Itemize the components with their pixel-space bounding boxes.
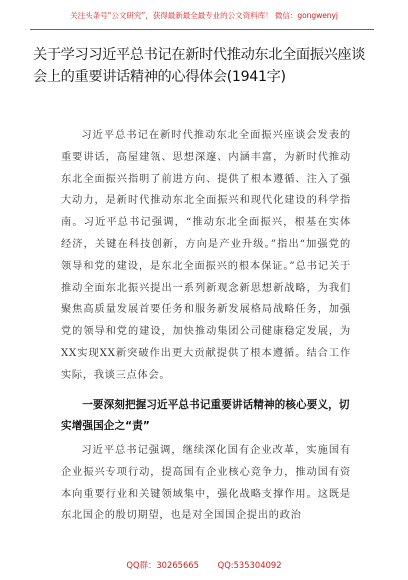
document-title: 关于学习习近平总书记在新时代推动东北全面振兴座谈会上的重要讲话精神的心得体会(1941字)	[33, 47, 366, 85]
section-heading: 一要深刻把握习近平总书记重要讲话精神的核心要义，切实增强国企之“责”	[61, 399, 350, 432]
header-divider	[30, 29, 374, 30]
header-banner: 关注头条号“公文研究”，获得最新最全最专业的公文资料库！ 微信：gongwenyj	[70, 11, 338, 20]
footer-contact: QQ群：30265665 QQ:535304092	[126, 560, 282, 570]
paragraph-section-one: 习近平总书记强调，继续深化国有企业改革，实施国有企业振兴专项行动，提高国有企业核心竞争力，推动国有资本向重要行业和关键领域集中，强化战略支撑作用。这既是东北国企的殷切期望，也是对全国国企提出的政治	[61, 445, 351, 522]
paragraph-intro: 习近平总书记在新时代推动东北全面振兴座谈会发表的重要讲话，高屋建瓴、思想深邃、内涵丰富，为新时代推动东北全面振兴指明了前进方向、提供了根本遵循、注入了强大动力，是新时代推动东北全面振兴和现代化建设的科学指南。习近平总书记强调，“推动东北全面振兴，根基在实体经济，关键在科技创新，方向是产业升级。”指出“加强党的领导和党的建设，是东北全面振兴的根本保证。”总书记关于推动全面东北振兴提出一系列新观念新思想新战略，为我们聚焦高质量发展首要任务和服务新发展格局战略任务，加强党的领导和党的建设，加快推动集团公司健康稳定发展，为XX实现XX新突破作出更大贡献提供了根本遵循。结合工作实际，我谈三点体会。	[61, 130, 351, 381]
